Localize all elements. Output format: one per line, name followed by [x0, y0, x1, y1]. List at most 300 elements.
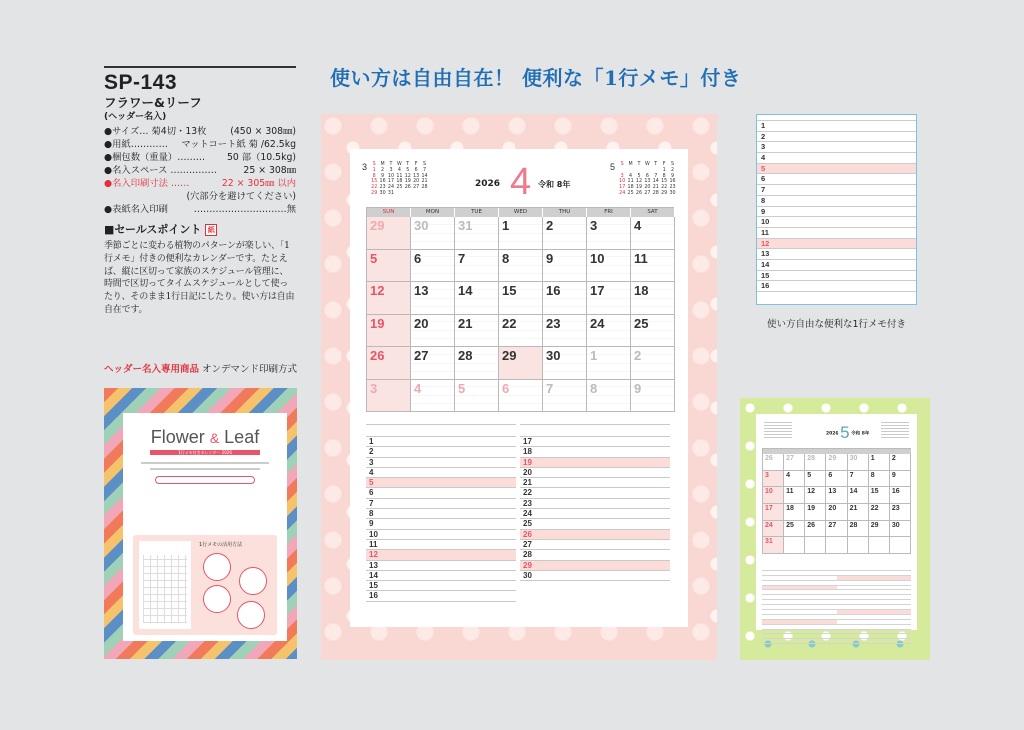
day-cell — [543, 217, 587, 250]
spec-label: ●名入印刷寸法 …… — [104, 178, 190, 189]
green-memo-right — [837, 576, 912, 580]
day-number: 3 — [370, 380, 378, 396]
day-number: 10 — [590, 250, 605, 266]
mini-day: 24 — [387, 185, 395, 191]
memo-line: 2 — [366, 447, 516, 457]
memo-line: 1 — [366, 437, 516, 447]
memo-line: 19 — [520, 458, 670, 468]
green-memo-right — [837, 600, 912, 604]
spec-value: 50 部（10.5kg) — [227, 152, 296, 163]
spec-row — [104, 125, 296, 138]
green-day-cell — [805, 537, 826, 554]
mini-day: 23 — [669, 185, 676, 191]
mini-day: 14 — [652, 179, 659, 185]
mini-day: 17 — [619, 185, 626, 191]
mini-day: 13 — [644, 179, 651, 185]
cover-title-a: Flower — [150, 427, 205, 447]
green-calendar-paper — [756, 414, 917, 630]
spec-row — [104, 138, 296, 151]
mini-day: 9 — [381, 173, 385, 179]
day-number: 9 — [546, 250, 554, 266]
mini-day: 9 — [671, 173, 675, 179]
memo-strip-line: 16 — [757, 281, 916, 292]
day-number: 6 — [414, 250, 422, 266]
day-cell — [587, 380, 631, 413]
mini-weekday: S — [671, 162, 675, 167]
mini-day: 7 — [654, 173, 658, 179]
green-memo-left — [762, 630, 837, 634]
memo-line: 9 — [366, 519, 516, 529]
day-number: 29 — [370, 218, 385, 233]
mini-day: 4 — [629, 173, 633, 179]
green-memo-left — [762, 600, 837, 604]
green-day-cell: 1 — [869, 454, 890, 471]
mini-calendar-graphic — [764, 422, 792, 438]
mini-day: 10 — [387, 173, 395, 179]
cover-text-line — [150, 468, 260, 470]
mini-day: 2 — [381, 167, 385, 173]
green-memo-left — [762, 576, 837, 580]
mini-weekday: S — [620, 162, 624, 167]
mini-day: 16 — [379, 179, 386, 185]
green-day-cell — [784, 537, 805, 554]
memo-line: 24 — [520, 509, 670, 519]
day-number: 1 — [590, 348, 598, 363]
memo-line: 18 — [520, 447, 670, 457]
day-number: 24 — [590, 315, 605, 331]
cover-title-b: Leaf — [224, 427, 260, 447]
mini-day: 3 — [620, 173, 624, 179]
spec-value: 22 × 305㎜ 以内 — [221, 178, 296, 189]
green-era-label: 令和 8年 — [851, 431, 870, 437]
day-cell — [543, 315, 587, 348]
green-memo-right — [837, 620, 912, 624]
green-day-cell: 28 — [848, 521, 869, 538]
weekday-sun: SUN — [367, 208, 411, 217]
green-day-cell: 3 — [763, 471, 784, 488]
mini-day: 16 — [669, 179, 676, 185]
mini-day: 7 — [423, 167, 427, 173]
mini-day: 19 — [404, 179, 411, 185]
mini-day: 28 — [652, 190, 659, 196]
cover-text-line — [141, 462, 269, 464]
day-cell — [587, 347, 631, 380]
mini-day: 14 — [421, 173, 428, 179]
green-day-cell: 2 — [890, 454, 911, 471]
day-number: 25 — [634, 315, 649, 331]
day-cell — [543, 347, 587, 380]
mini-day: 10 — [619, 179, 626, 185]
green-memo-right — [837, 586, 912, 590]
week-row — [367, 250, 674, 283]
green-day-cell: 9 — [890, 471, 911, 488]
memo-strip-line: 4 — [757, 153, 916, 164]
memo-line: 26 — [520, 530, 670, 540]
day-cell — [367, 250, 411, 283]
day-cell — [411, 347, 455, 380]
green-day-cell: 10 — [763, 487, 784, 504]
green-month-number: 5 — [840, 423, 850, 442]
day-number: 6 — [502, 380, 510, 396]
green-day-cell — [848, 537, 869, 554]
spec-row — [104, 151, 296, 164]
day-number: 11 — [634, 250, 648, 266]
memo-strip-line: 11 — [757, 228, 916, 239]
green-day-cell: 15 — [869, 487, 890, 504]
mini-weekday: S — [372, 162, 376, 167]
spec-value: マットコート紙 菊 /62.5kg — [181, 139, 296, 150]
memo-line: 17 — [520, 437, 670, 447]
day-cell — [631, 347, 675, 380]
product-subtitle: (ヘッダー名入) — [104, 112, 167, 122]
green-day-cell: 22 — [869, 504, 890, 521]
memo-strip-line: 3 — [757, 142, 916, 153]
calendar-paper — [350, 149, 688, 627]
green-day-cell: 29 — [826, 454, 847, 471]
green-memo-right — [837, 634, 912, 638]
memo-left-lines — [366, 437, 516, 602]
mini-weekday: T — [637, 162, 641, 167]
mini-day: 6 — [414, 167, 418, 173]
day-number: 31 — [458, 218, 473, 233]
green-day-cell: 19 — [805, 504, 826, 521]
paper-icon: 紙 — [205, 224, 217, 236]
green-memo-right — [837, 639, 912, 643]
mini-blank — [618, 168, 626, 173]
mini-weekday: W — [396, 162, 402, 167]
headline: 使い方は自由自在！ 便利な「1行メモ」付き — [330, 66, 742, 90]
green-day-cell: 23 — [890, 504, 911, 521]
mini-weekday: T — [389, 162, 393, 167]
green-day-cell — [826, 537, 847, 554]
day-number: 8 — [590, 380, 598, 396]
spec-label: ●名入スペース …………… — [104, 165, 217, 176]
spec-value: (450 × 308㎜) — [230, 126, 296, 137]
green-month-header — [826, 423, 869, 443]
mini-day: 24 — [619, 190, 626, 196]
cover-bubble — [237, 601, 265, 629]
day-number: 7 — [546, 380, 554, 396]
mini-day: 20 — [644, 185, 651, 191]
green-memo-left — [762, 615, 837, 619]
weeks — [367, 217, 674, 412]
day-cell — [499, 347, 543, 380]
mini-day: 18 — [396, 179, 403, 185]
memo-line: 5 — [366, 478, 516, 488]
mini-day: 17 — [387, 179, 395, 185]
green-memo-right — [837, 625, 912, 629]
green-day-cell: 24 — [763, 521, 784, 538]
memo-strip-line: 10 — [757, 217, 916, 228]
green-day-cell — [890, 537, 911, 554]
weekday-mon: MON — [411, 208, 455, 217]
green-memo-right — [837, 581, 912, 585]
green-day-cell: 14 — [848, 487, 869, 504]
day-cell — [455, 282, 499, 315]
day-cell — [631, 380, 675, 413]
mini-day: 15 — [661, 179, 668, 185]
day-cell — [631, 250, 675, 283]
day-number: 9 — [634, 380, 642, 396]
mini-day: 19 — [635, 185, 643, 191]
day-number: 13 — [414, 283, 429, 298]
mini-day: 15 — [371, 179, 378, 185]
day-number: 29 — [502, 348, 517, 363]
green-memo-left — [762, 634, 837, 638]
weekday-tue: TUE — [455, 208, 499, 217]
day-cell — [411, 315, 455, 348]
memo-strip-line: 6 — [757, 174, 916, 185]
prev-month-grid — [370, 162, 429, 196]
mini-day: 8 — [662, 173, 666, 179]
day-number: 22 — [502, 315, 517, 331]
memo-line: 4 — [366, 468, 516, 478]
green-memo-left — [762, 566, 837, 570]
day-number: 16 — [546, 283, 561, 298]
spec-label: ●サイズ… 菊4切・13枚 — [104, 126, 207, 137]
green-day-cell: 26 — [763, 454, 784, 471]
green-day-cell: 11 — [784, 487, 805, 504]
green-day-cell: 21 — [848, 504, 869, 521]
sales-heading — [104, 222, 296, 237]
green-day-cell: 20 — [826, 504, 847, 521]
mini-day: 1 — [372, 167, 376, 173]
memo-strip-line: 8 — [757, 196, 916, 207]
day-number: 8 — [502, 250, 510, 266]
green-day-cell: 27 — [826, 521, 847, 538]
memo-line: 22 — [520, 488, 670, 498]
mini-blank — [635, 168, 643, 173]
mini-day: 31 — [387, 190, 395, 196]
cover-bubble — [203, 585, 231, 613]
green-memo-right — [837, 615, 912, 619]
prev-month-number: 3 — [362, 162, 368, 172]
memo-line: 14 — [366, 571, 516, 581]
memo-line: 8 — [366, 509, 516, 519]
month-grid — [366, 207, 674, 412]
day-number: 17 — [590, 283, 605, 298]
green-day-cell: 7 — [848, 471, 869, 488]
day-cell — [587, 217, 631, 250]
day-number: 30 — [546, 348, 561, 363]
memo-strip-line: 2 — [757, 132, 916, 143]
green-day-cell: 6 — [826, 471, 847, 488]
green-year-label: 2026 — [826, 431, 839, 437]
mini-day: 2 — [671, 167, 675, 173]
day-number: 19 — [370, 315, 385, 331]
month-number: 4 — [510, 161, 532, 203]
green-day-cell: 8 — [869, 471, 890, 488]
week-row — [367, 315, 674, 348]
green-memo-right — [837, 590, 912, 594]
green-day-cell: 25 — [784, 521, 805, 538]
day-cell — [587, 282, 631, 315]
memo-line: 23 — [520, 499, 670, 509]
sales-heading-text: ■セールスポイント — [104, 223, 202, 236]
mini-day: 21 — [652, 185, 659, 191]
green-day-cell: 31 — [763, 537, 784, 554]
day-cell — [499, 217, 543, 250]
day-number: 5 — [370, 250, 378, 266]
sales-description: 季節ごとに変わる植物のパターンが楽しい、「1行メモ」付きの便利なカレンダーです。たとえば、縦に区切って家族のスケジュール管理に、時間で区切ってタイムスケジュールとして使ったり、そのまま1行日記にしたり。使い方は自由自在です。 — [104, 241, 295, 315]
memo-strip-line: 13 — [757, 249, 916, 260]
mini-day: 25 — [396, 185, 403, 191]
mini-weekday: W — [644, 162, 650, 167]
spec-label: ●梱包数（重量）……… — [104, 152, 206, 163]
day-cell — [499, 250, 543, 283]
green-memo-left — [762, 625, 837, 629]
memo-line: 3 — [366, 458, 516, 468]
mini-day: 25 — [627, 190, 634, 196]
memo-line: 29 — [520, 561, 670, 571]
divider — [104, 66, 296, 68]
memo-line: 27 — [520, 540, 670, 550]
day-number: 7 — [458, 250, 466, 266]
memo-top-lines — [520, 424, 670, 437]
spec-value: …………………………無 — [193, 204, 296, 215]
mini-blank — [643, 168, 651, 173]
mini-day: 12 — [635, 179, 643, 185]
product-code: SP-143 — [104, 71, 178, 94]
day-cell — [367, 315, 411, 348]
day-cell — [499, 282, 543, 315]
mini-weekday: M — [380, 162, 385, 167]
mini-day: 28 — [421, 185, 428, 191]
day-number: 20 — [414, 315, 429, 331]
day-cell — [455, 217, 499, 250]
day-number: 3 — [590, 218, 598, 233]
weekday-sat: SAT — [631, 208, 675, 217]
green-memo-right — [837, 566, 912, 570]
memo-line: 13 — [366, 561, 516, 571]
memo-line: 28 — [520, 550, 670, 560]
cover-bubble — [239, 567, 267, 595]
day-cell — [543, 380, 587, 413]
green-day-cell: 17 — [763, 504, 784, 521]
memo-line: 10 — [366, 530, 516, 540]
memo-right-lines — [520, 437, 670, 581]
mini-calendar-graphic — [881, 422, 909, 438]
day-number: 14 — [458, 283, 473, 298]
day-cell — [499, 380, 543, 413]
green-memo-left — [762, 590, 837, 594]
green-memo-left — [762, 605, 837, 609]
green-month-grid — [762, 448, 911, 554]
green-day-cell: 29 — [869, 521, 890, 538]
weekday-wed: WED — [499, 208, 543, 217]
green-calendar-sample — [740, 398, 930, 660]
spec-value: 25 × 308㎜ — [243, 165, 296, 176]
green-memo-lines — [762, 566, 911, 644]
green-memo-left — [762, 639, 837, 643]
green-memo-left — [762, 571, 837, 575]
day-cell — [367, 347, 411, 380]
green-memo-left — [762, 595, 837, 599]
day-cell — [367, 282, 411, 315]
mini-day: 27 — [644, 190, 651, 196]
day-number: 30 — [414, 218, 429, 233]
cover-bubble — [203, 553, 231, 581]
day-number: 26 — [370, 348, 385, 363]
mini-weekday: T — [654, 162, 658, 167]
mini-day: 21 — [421, 179, 428, 185]
green-memo-left — [762, 581, 837, 585]
mini-day: 29 — [371, 190, 378, 196]
mini-day: 23 — [379, 185, 386, 191]
month-header — [458, 161, 582, 203]
day-cell — [411, 380, 455, 413]
next-month-grid — [618, 162, 677, 196]
green-day-cell: 28 — [805, 454, 826, 471]
green-day-cell: 5 — [805, 471, 826, 488]
memo-strip-line: 1 — [757, 121, 916, 132]
cover-mini-calendar — [139, 541, 191, 629]
day-cell — [455, 380, 499, 413]
day-number: 18 — [634, 283, 649, 298]
mini-weekday: F — [662, 162, 666, 167]
memo-line: 12 — [366, 550, 516, 560]
mini-day: 11 — [627, 179, 634, 185]
memo-strip-caption: 使い方自由な便利な1行メモ付き — [766, 319, 907, 330]
day-cell — [587, 250, 631, 283]
memo-column-right — [520, 424, 670, 581]
day-cell — [499, 315, 543, 348]
day-cell — [411, 250, 455, 283]
mini-day: 27 — [413, 185, 420, 191]
mini-day: 22 — [371, 185, 378, 191]
green-day-cell: 12 — [805, 487, 826, 504]
spec-list — [104, 125, 296, 190]
mini-day: 18 — [627, 185, 634, 191]
mini-day: 3 — [389, 167, 393, 173]
day-cell — [543, 250, 587, 283]
day-number: 5 — [458, 380, 466, 396]
week-row — [367, 380, 674, 413]
green-day-cell: 18 — [784, 504, 805, 521]
mini-day: 5 — [406, 167, 410, 173]
memo-line: 21 — [520, 478, 670, 488]
mini-day: 29 — [661, 190, 668, 196]
spec-row-cover — [104, 203, 296, 216]
mini-day: 6 — [645, 173, 649, 179]
era-label: 令和 8年 — [538, 180, 571, 189]
memo-strip-line: 15 — [757, 271, 916, 282]
mini-weekday: S — [423, 162, 427, 167]
mini-day: 20 — [413, 179, 420, 185]
green-memo-right — [837, 610, 912, 614]
green-memo-right — [837, 595, 912, 599]
cover-memo-title: 1行メモの活用方法 — [199, 542, 243, 548]
weekday-thu: THU — [543, 208, 587, 217]
day-cell — [631, 217, 675, 250]
green-day-cell: 30 — [848, 454, 869, 471]
memo-line: 25 — [520, 519, 670, 529]
green-day-cell: 13 — [826, 487, 847, 504]
memo-line: 6 — [366, 488, 516, 498]
day-cell — [411, 282, 455, 315]
day-number: 4 — [414, 380, 422, 396]
day-cell — [455, 250, 499, 283]
week-row — [367, 217, 674, 250]
day-number: 27 — [414, 348, 429, 363]
memo-strip-line: 5 — [757, 164, 916, 175]
memo-line: 16 — [366, 591, 516, 601]
mini-day: 22 — [661, 185, 668, 191]
day-cell — [411, 217, 455, 250]
mini-weekday: F — [414, 162, 418, 167]
spec-row — [104, 164, 296, 177]
cover-card — [123, 413, 287, 641]
